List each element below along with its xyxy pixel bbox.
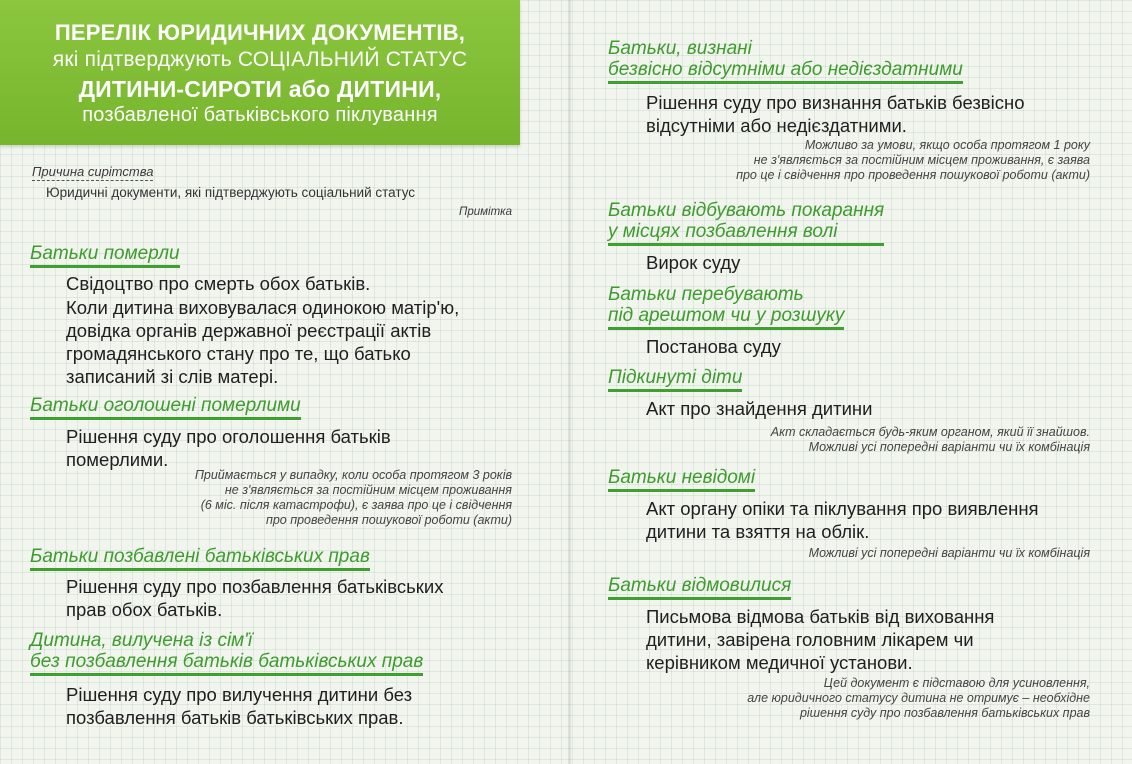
section-heading-refused xyxy=(608,575,791,600)
heading-line: Батьки, визнані xyxy=(608,38,752,59)
legend-reason-text: Причина сирітства xyxy=(32,164,154,179)
section-note-abandoned xyxy=(771,425,1090,455)
body-line: Рішення суду про вилучення дитини без xyxy=(66,684,413,705)
section-heading-deprived-rights xyxy=(30,546,370,571)
heading-line: Підкинуті діти xyxy=(608,367,742,392)
body-line: громадянського стану про те, що батько xyxy=(66,343,411,364)
banner-title-line-4: позбавленої батьківського піклування xyxy=(82,104,438,126)
note-line: про проведення пошукової роботи (акти) xyxy=(265,513,512,527)
banner-title-line-3: ДИТИНИ-СИРОТИ або ДИТИНИ, xyxy=(78,76,442,102)
note-line: Можливо за умови, якщо особа протягом 1 року xyxy=(804,138,1090,152)
section-heading-parents-died xyxy=(30,243,180,268)
body-line: померлими. xyxy=(66,449,169,470)
heading-line: Батьки перебувають xyxy=(608,284,804,305)
body-line: Рішення суду про позбавлення батьківських xyxy=(66,576,444,597)
body-line: Вирок суду xyxy=(646,252,741,273)
legend-docs: Юридичні документи, які підтверджують соціальний статус xyxy=(46,185,416,200)
heading-line: Батьки позбавлені батьківських прав xyxy=(30,546,370,571)
body-line: довідка органів державної реєстрації актів xyxy=(66,320,432,341)
note-line: рішення суду про позбавлення батьківських прав xyxy=(799,706,1090,720)
section-heading-unknown xyxy=(608,467,755,492)
section-heading-child-removed xyxy=(30,630,423,676)
body-line: записаний зі слів матері. xyxy=(66,366,279,387)
section-body-child-removed xyxy=(66,683,412,729)
note-line: але юридичного статусу дитина не отримує – необхідне xyxy=(747,691,1090,705)
section-body-declared-dead xyxy=(66,425,391,471)
body-line: Рішення суду про оголошення батьків xyxy=(66,426,391,447)
heading-line: Дитина, вилучена із сім'ї xyxy=(30,630,253,651)
heading-line: безвісно відсутніми або недієздатними xyxy=(608,59,963,84)
section-heading-missing-incapable xyxy=(608,38,963,84)
title-banner xyxy=(0,0,520,145)
body-line: Коли дитина виховувалася одинокою матір'ю, xyxy=(66,297,460,318)
section-body-deprived-rights xyxy=(66,575,443,621)
section-heading-declared-dead xyxy=(30,395,301,420)
section-body2-parents-died xyxy=(66,296,459,388)
note-line: Цей документ є підставою для усиновлення, xyxy=(823,676,1090,690)
body-line: Акт про знайдення дитини xyxy=(646,398,873,419)
note-line: не з'являється за постійним місцем проживання, є заява xyxy=(753,153,1090,167)
body-line: дитини, завірена головним лікарем чи xyxy=(646,629,974,650)
section-body-unknown xyxy=(646,497,1039,543)
body-line: Свідоцтво про смерть обох батьків. xyxy=(66,273,371,294)
legend-note: Примітка xyxy=(459,206,512,218)
body-line: керівником медичної установи. xyxy=(646,652,913,673)
section-note-unknown xyxy=(809,546,1090,561)
note-line: про це і свідчення про проведення пошукової роботи (акти) xyxy=(736,168,1090,182)
section-note-missing-incapable xyxy=(736,138,1090,183)
note-line: Акт складається будь-яким органом, який її знайшов. xyxy=(770,425,1090,439)
heading-line: Батьки відмовилися xyxy=(608,575,791,600)
page-fold xyxy=(568,0,571,764)
body-line: позбавлення батьків батьківських прав. xyxy=(66,707,404,728)
banner-title-line-1: ПЕРЕЛІК ЮРИДИЧНИХ ДОКУМЕНТІВ, xyxy=(54,20,466,45)
body-line: прав обох батьків. xyxy=(66,599,223,620)
note-line: не з'являється за постійним місцем проживання xyxy=(224,483,512,497)
body-line: Письмова відмова батьків від виховання xyxy=(646,606,995,627)
body-line: Рішення суду про визнання батьків безвісно xyxy=(646,92,1025,113)
heading-line: у місцях позбавлення волі xyxy=(608,221,884,246)
section-note-declared-dead xyxy=(195,468,512,528)
section-heading-abandoned xyxy=(608,367,742,392)
section-body-missing-incapable xyxy=(646,91,1025,137)
section-body-parents-died xyxy=(66,272,370,295)
note-line: Можливі усі попередні варіанти чи їх комбінація xyxy=(808,546,1090,560)
section-note-refused xyxy=(747,676,1090,721)
section-heading-imprisoned xyxy=(608,200,884,246)
heading-line: без позбавлення батьків батьківських прав xyxy=(30,651,423,676)
legend-reason xyxy=(32,164,153,179)
banner-title-line-2: які підтверджують СОЦІАЛЬНИЙ СТАТУС xyxy=(52,48,468,71)
section-body-refused xyxy=(646,605,994,674)
heading-line: Батьки невідомі xyxy=(608,467,755,492)
section-heading-arrested xyxy=(608,284,844,330)
heading-line: Батьки відбувають покарання xyxy=(608,200,885,221)
section-body-imprisoned xyxy=(646,251,740,274)
heading-line: Батьки померли xyxy=(30,243,180,268)
heading-line: Батьки оголошені померлими xyxy=(30,395,301,420)
note-line: (6 міс. після катастрофи), є заява про це і свідчення xyxy=(200,498,512,512)
heading-line: під арештом чи у розшуку xyxy=(608,305,844,330)
note-line: Можливі усі попередні варіанти чи їх комбінація xyxy=(808,440,1090,454)
section-body-abandoned xyxy=(646,397,872,420)
note-line: Приймається у випадку, коли особа протягом 3 років xyxy=(194,468,512,482)
section-body-arrested xyxy=(646,335,781,358)
body-line: дитини та взяття на облік. xyxy=(646,521,870,542)
body-line: Постанова суду xyxy=(646,336,781,357)
body-line: відсутніми або недієздатними. xyxy=(646,115,907,136)
body-line: Акт органу опіки та піклування про виявлення xyxy=(646,498,1039,519)
